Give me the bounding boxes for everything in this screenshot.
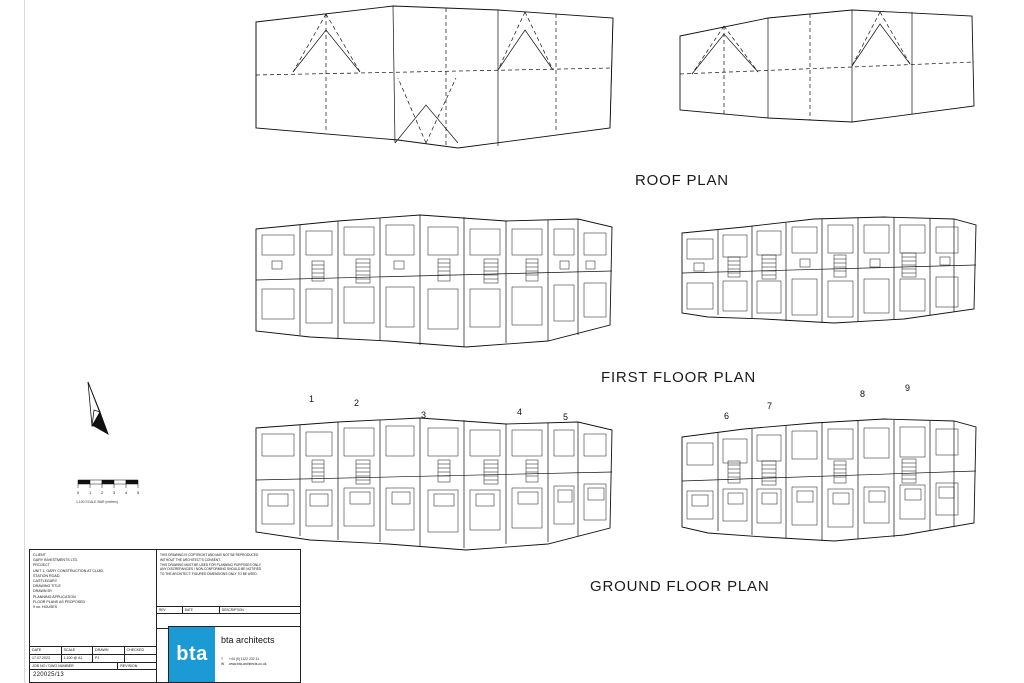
contact-web-label: W bbox=[221, 662, 225, 667]
note-line: THIS DRAWING IS COPYRIGHT AND MAY NOT BE REPRODUCED bbox=[160, 553, 259, 557]
project-label: PROJECT bbox=[33, 563, 50, 568]
ground-floor-plan-left bbox=[248, 410, 620, 558]
revision-header: REVISION bbox=[120, 663, 138, 668]
unit-number: 3 bbox=[421, 410, 427, 420]
unit-number: 5 bbox=[563, 412, 569, 422]
title-block-grid-row bbox=[30, 647, 156, 655]
revision-table-header bbox=[157, 607, 300, 614]
unit-number: 1 bbox=[309, 394, 315, 404]
title-block-grid bbox=[30, 646, 156, 682]
title-block-grid-row bbox=[30, 663, 156, 671]
scale-tick: 4 bbox=[125, 490, 128, 495]
unit-number: 2 bbox=[354, 398, 360, 408]
unit-number: 9 bbox=[905, 383, 911, 393]
architect-logo-block bbox=[168, 626, 301, 683]
contact-phone-label: T bbox=[221, 657, 224, 661]
unit-number: 8 bbox=[860, 389, 866, 399]
architect-details bbox=[215, 627, 300, 682]
drawn-value: PJ bbox=[93, 655, 125, 662]
unit-number: 6 bbox=[724, 411, 730, 421]
scale-header: SCALE bbox=[62, 647, 94, 654]
roof-plan-right bbox=[672, 0, 984, 140]
project-line: STATION ROAD, bbox=[33, 573, 61, 578]
note-line: ANY DISCREPANCIES / NON-CONFORMING SHOULD BE NOTIFIED bbox=[160, 567, 262, 572]
scale-value: 1:100 @ A1 bbox=[62, 655, 94, 662]
note-line: WITHOUT THE ARCHITECT'S CONSENT. bbox=[160, 557, 221, 562]
drawing-title-line: FLOOR PLANS AS PROPOSED bbox=[33, 599, 86, 604]
sheet-margin-line bbox=[24, 0, 25, 683]
unit-number: 7 bbox=[767, 401, 773, 411]
title-block-grid-row bbox=[30, 670, 156, 682]
scale-bar-caption: 1:100 SCALE BAR (metres) bbox=[76, 500, 119, 504]
ground-floor-plan-right bbox=[674, 405, 984, 551]
contact-web-value: www.bta-architects.co.uk bbox=[229, 662, 267, 667]
bta-logo-icon: bta bbox=[169, 627, 215, 682]
client-line: GARY INVESTMENTS LTD. bbox=[33, 558, 79, 563]
project-line: CASTLEGARY bbox=[33, 579, 58, 584]
note-line: TO THE ARCHITECT. FIGURED DIMENSIONS ONLY TO BE USED. bbox=[160, 572, 258, 577]
note-line: THIS DRAWING MUST BE USED FOR PLANNING PURPOSES ONLY. bbox=[160, 562, 262, 567]
first-floor-plan-right bbox=[674, 205, 984, 335]
client-project-info bbox=[30, 550, 156, 610]
scale-tick: 2 bbox=[101, 490, 104, 495]
drawing-title-line: PLANNING APPLICATION bbox=[33, 594, 76, 599]
revision-col-description: DESCRIPTION bbox=[221, 608, 244, 612]
drawing-title-line: 9 no. HOUSES bbox=[33, 605, 58, 610]
roof-plan-left bbox=[248, 0, 620, 160]
revision-col-rev: REV bbox=[157, 607, 183, 613]
drawn-header: DRAWN bbox=[93, 647, 125, 654]
north-arrow-icon bbox=[78, 378, 128, 440]
scale-tick: 5 bbox=[137, 490, 140, 495]
contact-phone-value: +44 (0) 1122 232 11 bbox=[229, 657, 260, 661]
project-line: UNIT 1, GARY CONSTRUCTION AT CLUID, bbox=[33, 568, 105, 573]
first-floor-plan-left bbox=[248, 205, 620, 355]
title-block-grid-row bbox=[30, 655, 156, 663]
title-block-left bbox=[30, 550, 157, 682]
contact-details bbox=[221, 657, 295, 668]
drawn-by-label: DRAWN BY bbox=[33, 589, 53, 594]
scale-tick: 0 bbox=[77, 490, 80, 495]
plan-label-ground-floor: GROUND FLOOR PLAN bbox=[590, 578, 770, 595]
plan-label-first-floor: FIRST FLOOR PLAN bbox=[601, 369, 757, 386]
drawing-number: 220025/13 bbox=[33, 672, 65, 679]
plan-label-roof: ROOF PLAN bbox=[635, 172, 729, 189]
scale-tick: 1 bbox=[89, 490, 92, 495]
unit-number: 4 bbox=[517, 407, 523, 417]
contact-web-row bbox=[221, 662, 295, 667]
date-value: 17.07.2023 bbox=[30, 655, 62, 662]
practice-name: bta architects bbox=[221, 635, 275, 645]
drawing-title-label: DRAWING TITLE bbox=[33, 584, 61, 589]
scale-tick: 3 bbox=[113, 490, 116, 495]
client-label: CLIENT bbox=[33, 553, 46, 557]
checked-header: CHECKED bbox=[126, 648, 145, 653]
job-number-header: JOB NO / DWG NUMBER bbox=[30, 663, 118, 670]
checked-value bbox=[125, 655, 157, 662]
revision-col-date: DATE bbox=[183, 607, 220, 613]
date-header: DATE bbox=[30, 647, 62, 654]
copyright-notes bbox=[157, 550, 300, 577]
